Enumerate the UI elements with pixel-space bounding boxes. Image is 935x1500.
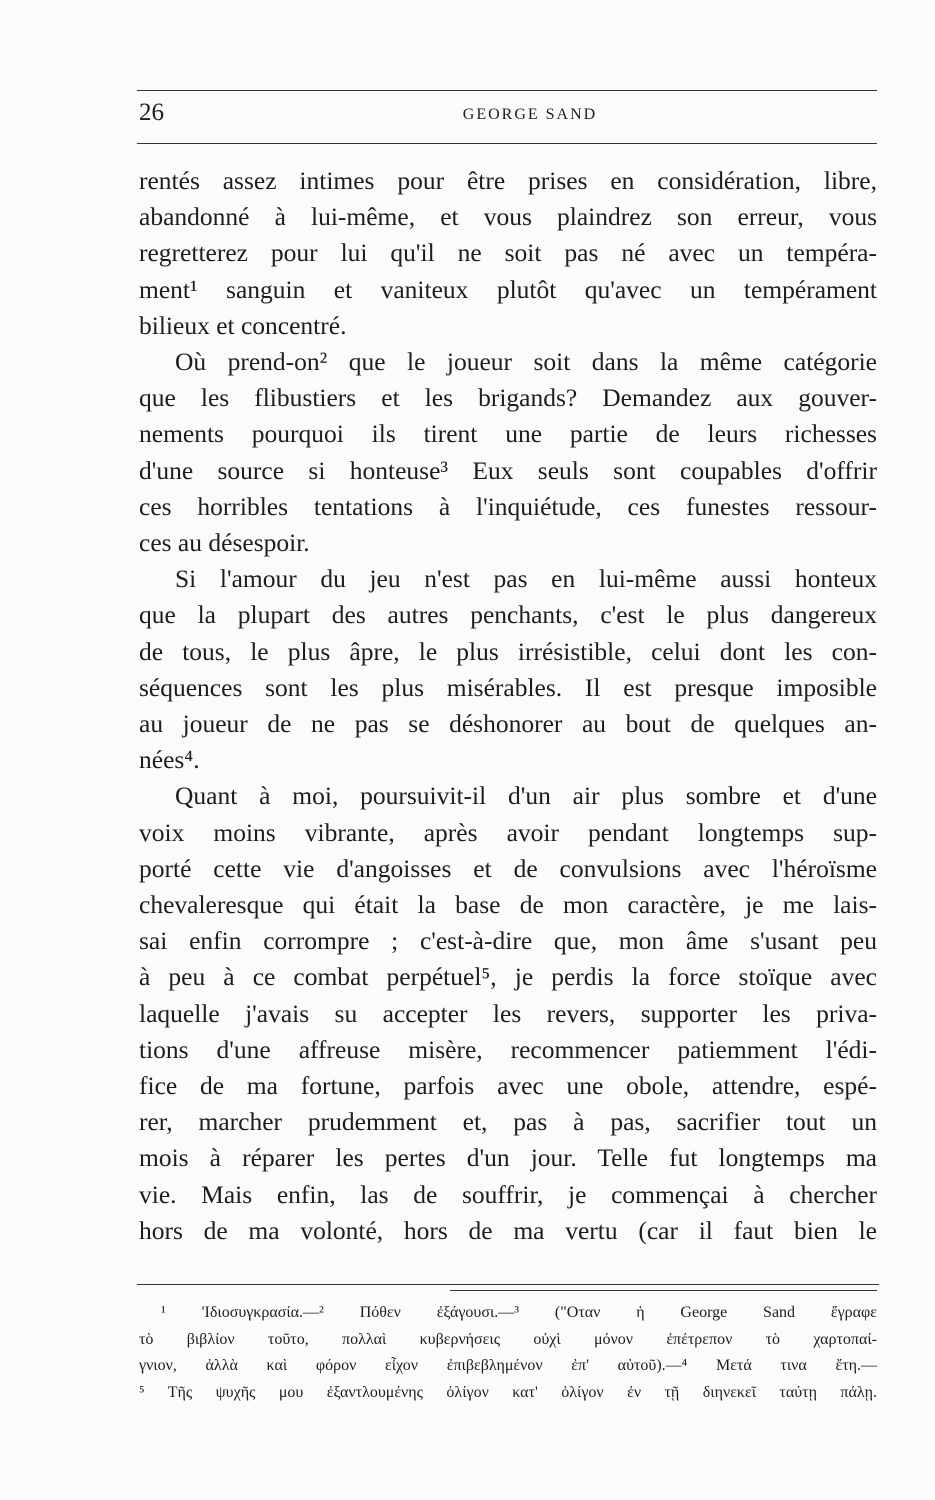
text-line: Où prend-on² que le joueur soit dans la même catégorie	[175, 347, 877, 377]
text-line: que les flibustiers et les brigands? Demandez aux gouver-	[139, 383, 877, 413]
footnote-line: τὸ βιβλίον τοῦτο, πολλαὶ κυβερνήσεις οὐχὶ μόνον ἐπέτρεπον τὸ χαρτοπαί-	[139, 1330, 877, 1348]
text-line: séquences sont les plus misérables. Il est presque imposible	[139, 672, 877, 702]
running-head: GEORGE SAND	[462, 106, 598, 123]
footnote-rule-thin	[450, 1290, 877, 1291]
text-line: nements pourquoi ils tirent une partie de leurs richesses	[139, 419, 877, 449]
header-rule	[137, 143, 877, 144]
text-line: Si l'amour du jeu n'est pas en lui-même aussi honteux	[175, 564, 877, 594]
text-line: porté cette vie d'angoisses et de convulsions avec l'héroïsme	[139, 853, 877, 883]
text-line: rer, marcher prudemment et, pas à pas, sacrifier tout un	[139, 1107, 877, 1137]
text-line: d'une source si honteuse³ Eux seuls sont coupables d'offrir	[139, 455, 877, 485]
text-line: laquelle j'avais su accepter les revers, supporter les priva-	[139, 998, 877, 1028]
text-line: mois à réparer les pertes d'un jour. Telle fut longtemps ma	[139, 1143, 877, 1173]
text-line: vie. Mais enfin, las de souffrir, je commençai à chercher	[139, 1179, 877, 1209]
page-number: 26	[139, 99, 164, 126]
text-line: hors de ma volonté, hors de ma vertu (car il faut bien le	[139, 1215, 877, 1245]
text-line: que la plupart des autres penchants, c'est le plus dangereux	[139, 600, 877, 630]
header-rule-top	[137, 90, 877, 91]
text-line: ces au désespoir.	[139, 528, 310, 558]
text-line: regretterez pour lui qu'il ne soit pas né avec un tempéra-	[139, 238, 877, 268]
footnote-line: ¹ 'Ιδιοσυγκρασία.—² Πόθεν ἐξάγουσι.—³ ("Οταν ἡ George Sand ἔγραφε	[161, 1304, 877, 1321]
footnote-line: γνιον, ἀλλὰ καὶ φόρον εἶχον ἐπιβεβλημένον ἐπ' αὐτοῦ).—⁴ Μετά τινα ἔτη.—	[139, 1357, 877, 1374]
text-line: fice de ma fortune, parfois avec une obole, attendre, espé-	[139, 1071, 877, 1101]
text-line: au joueur de ne pas se déshonorer au bout de quelques an-	[139, 709, 877, 739]
text-line: chevaleresque qui était la base de mon caractère, je me lais-	[139, 890, 877, 920]
body-text	[139, 163, 877, 1249]
footnotes	[139, 1300, 877, 1406]
text-line: de tous, le plus âpre, le plus irrésistible, celui dont les con-	[139, 636, 877, 666]
text-line: Quant à moi, poursuivit-il d'un air plus sombre et d'une	[175, 781, 877, 811]
text-line: sai enfin corrompre ; c'est-à-dire que, mon âme s'usant peu	[139, 926, 877, 956]
text-line: ces horribles tentations à l'inquiétude, ces funestes ressour-	[139, 491, 877, 521]
text-line: voix moins vibrante, après avoir pendant longtemps sup-	[139, 817, 877, 847]
footnote-line: ⁵ Τῆς ψυχῆς μου ἐξαντλουμένης ὀλίγον κατ' ὀλίγον ἐν τῇ διηνεκεῖ ταύτῃ πάλῃ.	[139, 1383, 877, 1401]
footnote-rule	[137, 1284, 879, 1285]
text-line: rentés assez intimes pour être prises en considération, libre,	[139, 166, 877, 195]
text-line: bilieux et concentré.	[139, 310, 347, 340]
text-line: nées⁴.	[139, 745, 200, 775]
text-line: tions d'une affreuse misère, recommencer patiemment l'édi-	[139, 1034, 877, 1064]
text-line: abandonné à lui-même, et vous plaindrez son erreur, vous	[139, 202, 877, 232]
text-line: à peu à ce combat perpétuel⁵, je perdis la force stoïque avec	[139, 962, 877, 992]
text-line: ment¹ sanguin et vaniteux plutôt qu'avec un tempérament	[139, 274, 877, 304]
